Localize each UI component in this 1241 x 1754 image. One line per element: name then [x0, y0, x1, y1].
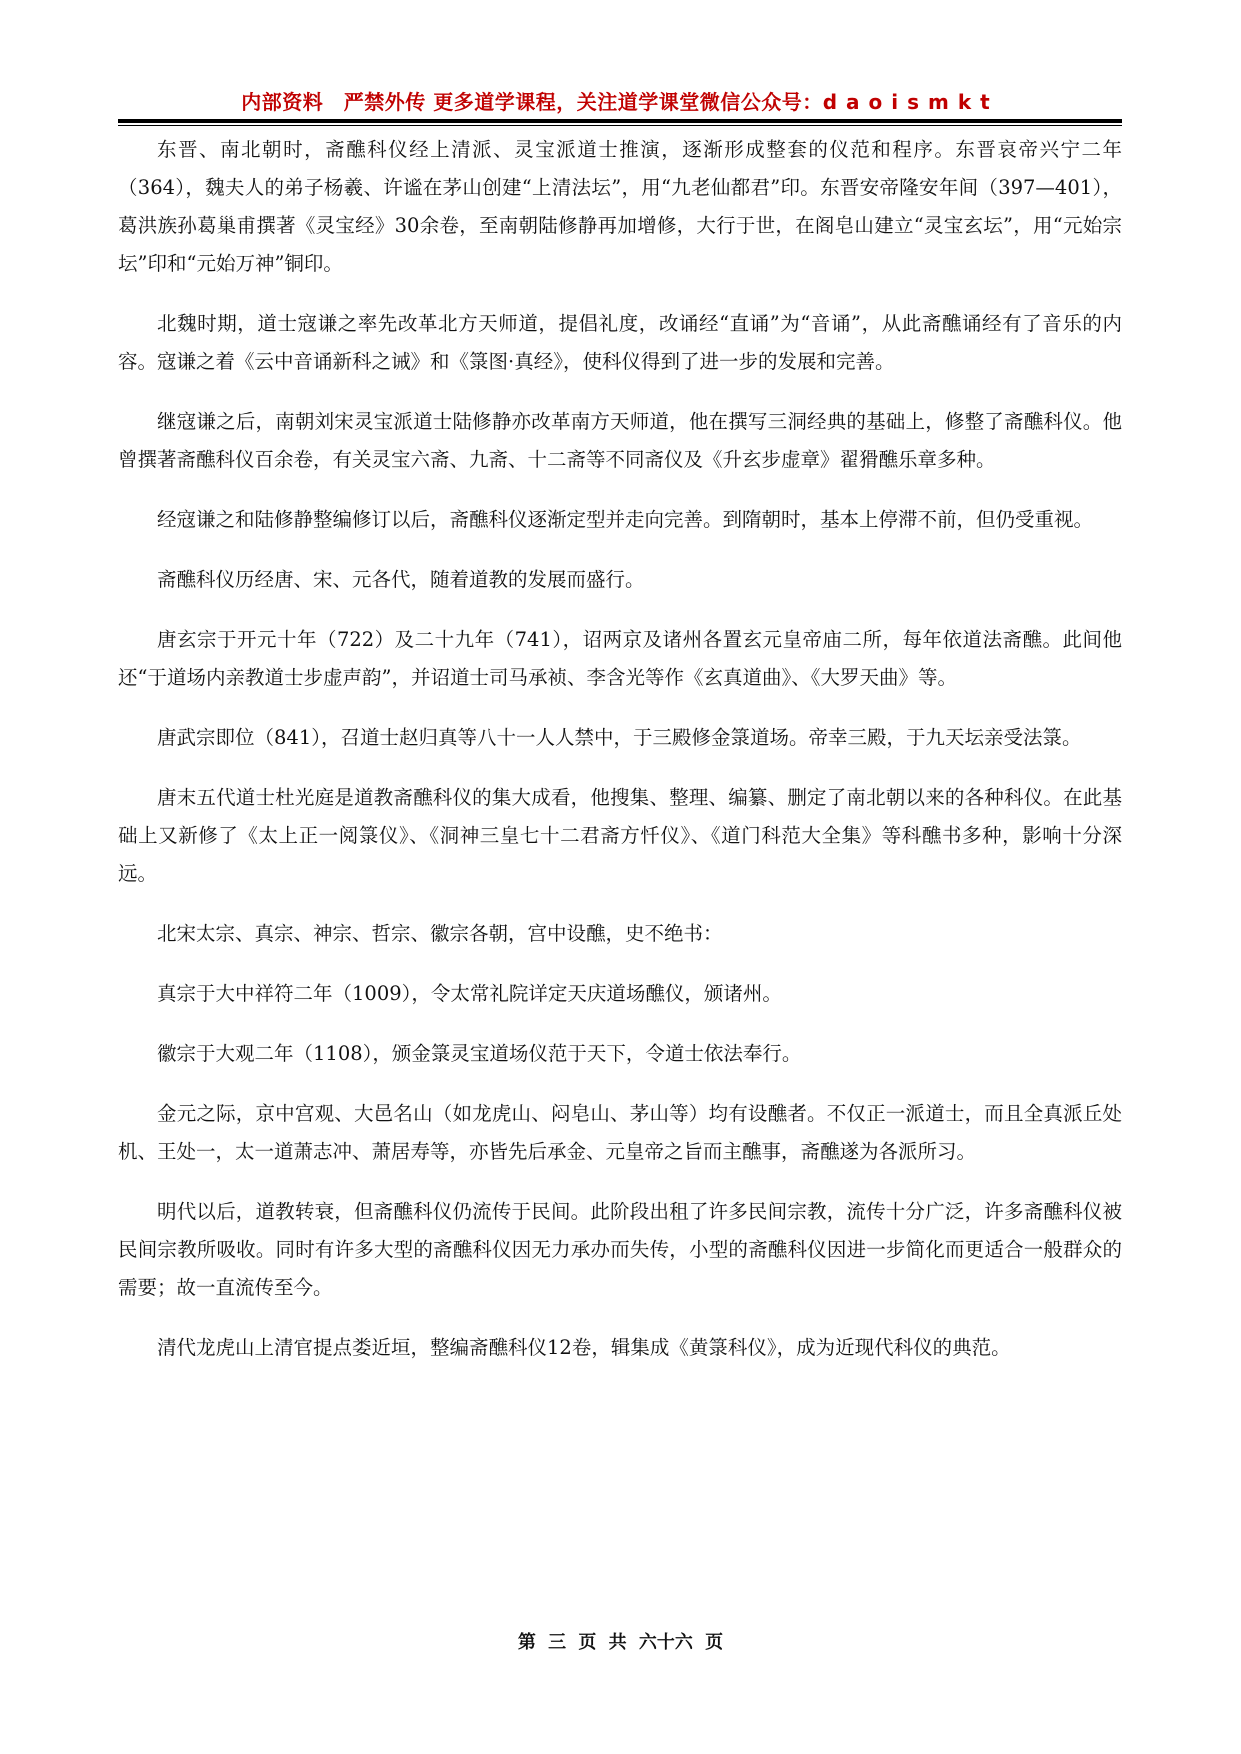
header-rule-thin	[118, 125, 1122, 126]
paragraph: 金元之际，京中宫观、大邑名山（如龙虎山、闷皂山、茅山等）均有设醮者。不仅正一派道士，而且全真派丘处机、王处一，太一道萧志冲、萧居寿等，亦皆先后承金、元皇帝之旨而主醮事，斋醮遂为各派所习。	[118, 1102, 1122, 1163]
paragraph: 明代以后，道教转衰，但斋醮科仪仍流传于民间。此阶段出租了许多民间宗教，流传十分广泛，许多斋醮科仪被民间宗教所吸收。同时有许多大型的斋醮科仪因无力承办而失传，小型的斋醮科仪因进一步简化而更适合一般群众的需要；故一直流传至今。	[118, 1200, 1122, 1299]
paragraph: 东晋、南北朝时，斋醮科仪经上清派、灵宝派道士推演，逐渐形成整套的仪范和程序。东晋哀帝兴宁二年（364），魏夫人的弟子杨羲、许谧在茅山创建“上清法坛”，用“九老仙都君”印。东晋安帝隆安年间（397—401），葛洪族孙葛巢甫撰著《灵宝经》30余卷，至南朝陆修静再加增修，大行于世，在阁皂山建立“灵宝玄坛”，用“元始宗坛”印和“元始万神”铜印。	[118, 138, 1122, 275]
paragraph: 斋醮科仪历经唐、宋、元各代，随着道教的发展而盛行。	[157, 568, 645, 591]
paragraph: 清代龙虎山上清官提点娄近垣，整编斋醮科仪12卷，辑集成《黄箓科仪》，成为近现代科仪的典范。	[157, 1336, 1011, 1359]
header-account: daoismkt	[822, 90, 999, 114]
paragraph: 真宗于大中祥符二年（1009），令太常礼院详定天庆道场醮仪，颁诸州。	[157, 982, 782, 1005]
paragraph: 唐武宗即位（841），召道士赵归真等八十一人人禁中，于三殿修金箓道场。帝幸三殿，于九天坛亲受法箓。	[157, 726, 1082, 749]
page-header	[118, 86, 1122, 115]
header-notice: 内部资料 严禁外传 更多道学课程，关注道学课堂微信公众号：	[241, 90, 823, 114]
paragraph: 徽宗于大观二年（1108），颁金箓灵宝道场仪范于天下，令道士依法奉行。	[157, 1042, 802, 1065]
paragraph: 继寇谦之后，南朝刘宋灵宝派道士陆修静亦改革南方天师道，他在撰写三洞经典的基础上，修整了斋醮科仪。他曾撰著斋醮科仪百余卷，有关灵宝六斋、九斋、十二斋等不同斋仪及《升玄步虚章》翟猾醮乐章多种。	[118, 410, 1122, 471]
body-text	[118, 131, 1122, 1389]
header-rule-thick	[118, 119, 1122, 123]
paragraph: 经寇谦之和陆修静整编修订以后，斋醮科仪逐渐定型并走向完善。到隋朝时，基本上停滞不前，但仍受重视。	[157, 508, 1094, 531]
paragraph: 北宋太宗、真宗、神宗、哲宗、徽宗各朝，宫中设醮，史不绝书：	[157, 922, 723, 945]
page-footer: 第 三 页 共 六十六 页	[517, 1632, 724, 1653]
paragraph: 北魏时期，道士寇谦之率先改革北方天师道，提倡礼度，改诵经“直诵”为“音诵”，从此斋醮诵经有了音乐的内容。寇谦之着《云中音诵新科之诫》和《箓图·真经》，使科仪得到了进一步的发展和完善。	[118, 312, 1122, 373]
paragraph: 唐玄宗于开元十年（722）及二十九年（741），诏两京及诸州各置玄元皇帝庙二所，每年依道法斋醮。此间他还“于道场内亲教道士步虚声韵”，并诏道士司马承祯、李含光等作《玄真道曲》、《大罗天曲》等。	[118, 628, 1122, 689]
paragraph: 唐末五代道士杜光庭是道教斋醮科仪的集大成看，他搜集、整理、编纂、删定了南北朝以来的各种科仪。在此基础上又新修了《太上正一阅箓仪》、《洞神三皇七十二君斋方忏仪》、《道门科范大全集》等科醮书多种，影响十分深远。	[118, 786, 1122, 885]
